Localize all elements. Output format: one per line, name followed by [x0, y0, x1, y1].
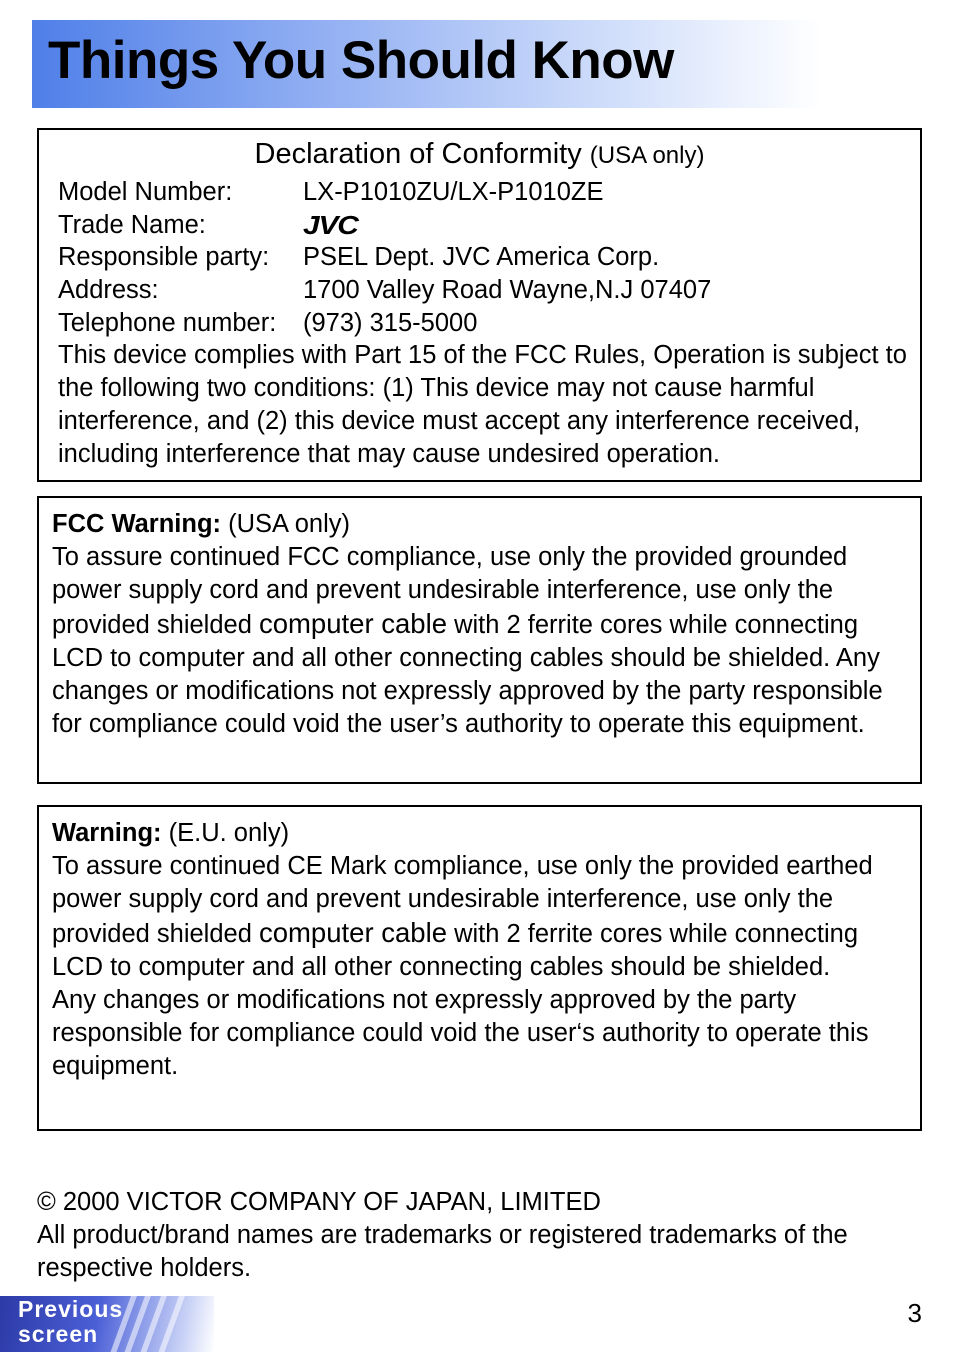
fcc-warning-label: FCC Warning: — [52, 510, 222, 538]
address-row — [58, 274, 712, 306]
eu-warning-body-1: To assure continued CE Mark compliance, use only the provided earthed power supply cord and prevent undesirable interference, use only the provided shielded — [52, 852, 873, 948]
jvc-logo: JVC — [303, 210, 358, 240]
fcc-warning-body-1: To assure continued FCC compliance, use only the provided grounded power supply cord and prevent undesirable interference, use only the provided shielded — [52, 543, 848, 639]
address-label: Address: — [58, 276, 159, 304]
previous-screen-label — [18, 1297, 123, 1347]
title-banner — [32, 20, 822, 108]
fcc-warning-note: (USA only) — [228, 510, 350, 538]
fcc-compliance-statement: This device complies with Part 15 of the FCC Rules, Operation is subject to the following two conditions: (1) This device may not cause harmful interference, and (2) this device must accept any interference received, including interference that may cause undesired operation. — [58, 341, 907, 468]
model-number-label: Model Number: — [58, 178, 233, 206]
copyright-line: © 2000 VICTOR COMPANY OF JAPAN, LIMITED — [37, 1188, 601, 1216]
eu-warning-box — [37, 805, 922, 1131]
declaration-heading-text: Declaration of Conformity — [254, 138, 582, 170]
trademark-notice: All product/brand names are trademarks or registered trademarks of the respective holders. — [37, 1221, 848, 1282]
model-number-row — [58, 176, 604, 208]
previous-screen-button[interactable] — [0, 1296, 214, 1352]
declaration-heading — [39, 138, 920, 171]
trade-name-row — [58, 209, 358, 241]
fcc-warning-box — [37, 496, 922, 784]
responsible-party-value: PSEL Dept. JVC America Corp. — [303, 243, 660, 271]
previous-label-line2: screen — [18, 1321, 99, 1347]
responsible-party-label: Responsible party: — [58, 243, 270, 271]
eu-warning-body-3: Any changes or modifications not expressly approved by the party responsible for compliance could void the user‘s authority to operate this equipment. — [52, 986, 869, 1080]
address-value: 1700 Valley Road Wayne,N.J 07407 — [303, 276, 712, 304]
telephone-value: (973) 315-5000 — [303, 309, 478, 337]
fcc-warning-body-2: with 2 ferrite cores while connecting LCD to computer and all other connecting cables should be shielded. Any changes or modifications not expressly approved by the party responsible for compliance could void the user’s authority to operate this equipment. — [52, 611, 883, 738]
footer — [37, 1186, 917, 1285]
previous-label-line1: Previous — [18, 1296, 124, 1322]
trade-name-label: Trade Name: — [58, 211, 206, 239]
eu-computer-cable-emphasis: computer cable — [258, 917, 447, 948]
declaration-of-conformity-box — [37, 128, 922, 482]
page-number: 3 — [907, 1298, 922, 1328]
page-title: Things You Should Know — [48, 31, 674, 90]
fcc-warning-text — [52, 508, 912, 741]
eu-warning-body-2: with 2 ferrite cores while connecting LCD to computer and all other connecting cables should be shielded. — [52, 920, 859, 981]
fcc-computer-cable-emphasis: computer cable — [258, 608, 447, 639]
eu-warning-label: Warning: — [52, 819, 162, 847]
declaration-heading-note: (USA only) — [589, 142, 705, 169]
telephone-row — [58, 307, 478, 339]
telephone-label: Telephone number: — [58, 309, 277, 337]
eu-warning-text — [52, 817, 912, 1083]
eu-warning-note: (E.U. only) — [168, 819, 290, 847]
model-number-value: LX-P1010ZU/LX-P1010ZE — [303, 178, 604, 206]
responsible-party-row — [58, 241, 660, 273]
